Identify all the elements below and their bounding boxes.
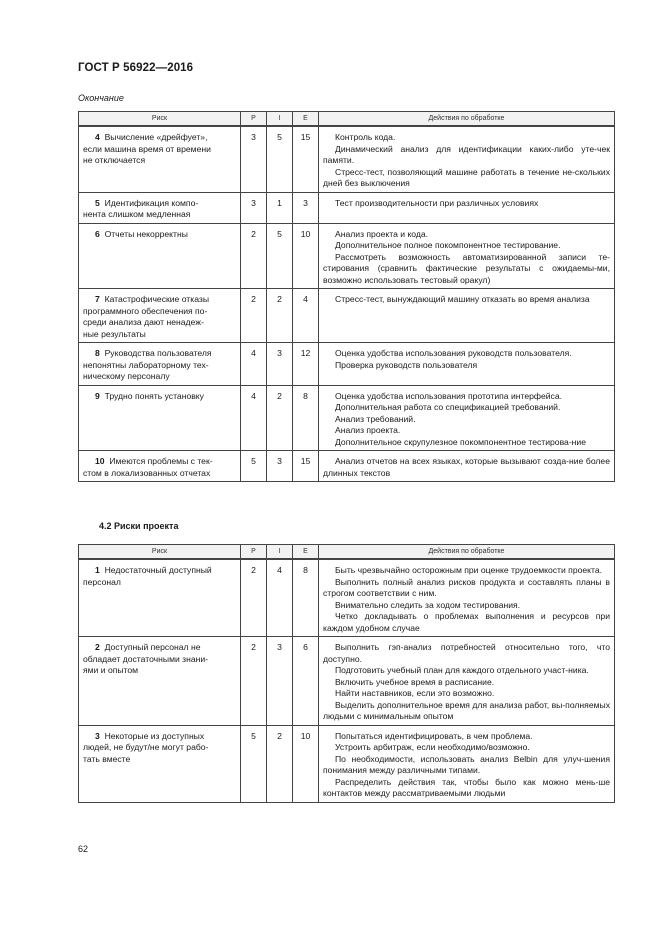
score-p: 3 (241, 126, 267, 192)
risk-description: Некоторые из доступных (104, 730, 205, 741)
table-header-row (79, 112, 615, 127)
action-item: Четко докладывать о проблемах выполнения и ресурсов при каждом удобном случае (323, 611, 610, 633)
risk-description: ные результаты (83, 328, 146, 339)
risk-id: 9 (95, 390, 100, 401)
score-i: 2 (267, 385, 293, 451)
risk-text-line (83, 642, 236, 654)
document-code: ГОСТ Р 56922—2016 (78, 62, 194, 74)
table-header-row (79, 545, 615, 560)
risk-description: Руководства пользователя (104, 348, 212, 358)
action-item: Попытаться идентифицировать, в чем проблема. (335, 730, 533, 741)
risk-description: стом в локализованных отчетах (83, 467, 211, 478)
risk-description: среди анализа дают ненадеж- (83, 317, 204, 327)
score-p: 3 (241, 192, 267, 223)
risk-cell (79, 725, 241, 802)
action-item: Выполнить полный анализ рисков продукта и составлять планы в строгом соответствии с ним. (323, 576, 610, 598)
risk-cell (79, 559, 241, 637)
score-e: 3 (293, 192, 319, 223)
risk-text-line (83, 754, 236, 766)
header-risk: Риск (79, 112, 241, 127)
risk-id: 5 (95, 197, 100, 208)
score-p: 4 (241, 343, 267, 386)
action-item: Устроить арбитраж, если необходимо/возможно. (335, 742, 530, 752)
risk-description: Вычисление «дрейфует», (104, 132, 208, 142)
continuation-label: Окончание (78, 93, 124, 103)
action-item: Анализ проекта. (335, 425, 401, 435)
action-item: Найти наставников, если это возможно. (335, 688, 495, 698)
risk-text-line (83, 209, 236, 221)
action-item: Анализ проекта и кода. (335, 228, 429, 239)
actions-cell (319, 289, 615, 343)
actions-cell (319, 725, 615, 802)
actions-cell (319, 637, 615, 726)
risk-id: 2 (95, 642, 100, 652)
risk-cell (79, 451, 241, 482)
risk-text-line (83, 198, 236, 210)
action-item: Стресс-тест, позволяющий машине работать в течение не-скольких дней без выключения (323, 166, 610, 188)
risk-cell (79, 223, 241, 289)
risk-id: 6 (95, 228, 100, 239)
risk-description: обладает достаточными знани- (83, 653, 209, 664)
table-row (79, 289, 615, 343)
actions-cell (319, 559, 615, 637)
risk-description: людей, не будут/не могут рабо- (83, 742, 209, 752)
table-row (79, 126, 615, 192)
risk-text-line (83, 742, 236, 754)
risk-description: Катастрофические отказы (104, 294, 209, 304)
actions-cell (319, 343, 615, 386)
actions-cell (319, 126, 615, 192)
score-p: 2 (241, 559, 267, 637)
risk-description: ническому персоналу (83, 371, 170, 381)
table-row (79, 343, 615, 386)
risk-id: 3 (95, 730, 100, 741)
action-item: Контроль кода. (335, 132, 396, 142)
score-e: 6 (293, 637, 319, 726)
risk-description: не отключается (83, 155, 146, 165)
action-item: Динамический анализ для идентификации каких-либо уте-чек памяти. (323, 143, 610, 165)
risk-description: Доступный персонал не (104, 642, 201, 652)
risk-cell (79, 126, 241, 192)
risk-description: Идентификация компо- (104, 197, 199, 208)
actions-cell (319, 385, 615, 451)
project-risks-table (78, 544, 615, 803)
score-e: 12 (293, 343, 319, 386)
risk-cell (79, 637, 241, 726)
header-e: E (293, 112, 319, 127)
score-p: 2 (241, 637, 267, 726)
header-p: P (241, 545, 267, 560)
risk-description: программного обеспечения по- (83, 305, 208, 316)
risk-description: непонятны лабораторному тех- (83, 359, 209, 370)
risk-text-line (83, 665, 236, 677)
risk-text-line (83, 577, 236, 589)
score-i: 3 (267, 343, 293, 386)
score-e: 10 (293, 725, 319, 802)
risk-text-line (83, 155, 236, 167)
action-item: Дополнительное скрупулезное покомпонентное тестирова-ние (335, 436, 587, 447)
score-e: 8 (293, 385, 319, 451)
risk-cell (79, 289, 241, 343)
action-item: Проверка руководств пользователя (335, 359, 478, 370)
risk-text-line (83, 229, 236, 241)
risk-id: 7 (95, 294, 100, 304)
action-item: Подготовить учебный план для каждого отдельного участ-ника. (335, 665, 589, 675)
score-e: 15 (293, 126, 319, 192)
risk-text-line (83, 132, 236, 144)
risk-description: Недостаточный доступный (104, 565, 212, 575)
table-row (79, 725, 615, 802)
table-row (79, 223, 615, 289)
score-i: 2 (267, 725, 293, 802)
risk-id: 4 (95, 132, 100, 142)
header-risk: Риск (79, 545, 241, 560)
action-item: Рассмотреть возможность автоматизированной записи те-стирования (сравнить фактические результаты с ожидаемы-ми, возможно использовать тестовый оракул) (323, 251, 610, 285)
score-i: 2 (267, 289, 293, 343)
table-row (79, 637, 615, 726)
risk-description: Трудно понять установку (104, 390, 204, 401)
risk-text-line (83, 294, 236, 306)
action-item: Выделить дополнительное время для анализа работ, вы-полняемых людьми с минимальным опытом (323, 699, 610, 721)
score-i: 5 (267, 223, 293, 289)
risk-text-line (83, 144, 236, 156)
product-risks-table (78, 111, 615, 482)
action-item: Дополнительная работа со спецификацией требований. (335, 402, 561, 412)
risk-text-line (83, 306, 236, 318)
score-p: 2 (241, 289, 267, 343)
action-item: По необходимости, использовать анализ Belbin для улуч-шения понимания между различными типами. (323, 753, 610, 775)
score-i: 3 (267, 451, 293, 482)
action-item: Анализ требований. (335, 413, 416, 424)
action-item: Включить учебное время в расписание. (335, 676, 495, 687)
risk-text-line (83, 329, 236, 341)
risk-description: если машина время от времени (83, 143, 211, 154)
risk-id: 8 (95, 348, 100, 358)
score-p: 2 (241, 223, 267, 289)
risk-text-line (83, 565, 236, 577)
action-item: Оценка удобства использования руководств пользователя. (335, 348, 572, 358)
table-row (79, 559, 615, 637)
risk-cell (79, 343, 241, 386)
table-row (79, 192, 615, 223)
risk-id: 1 (95, 565, 100, 575)
actions-cell (319, 223, 615, 289)
action-item: Стресс-тест, вынуждающий машину отказать во время анализа (335, 294, 590, 304)
action-item: Оценка удобства использования прототипа интерфейса. (335, 390, 563, 401)
risk-description: ями и опытом (83, 665, 139, 675)
risk-text-line (83, 731, 236, 743)
risk-description: Отчеты некорректны (104, 228, 188, 239)
header-actions: Действия по обработке (319, 545, 615, 560)
score-i: 4 (267, 559, 293, 637)
risk-cell (79, 385, 241, 451)
risk-text-line (83, 371, 236, 383)
action-item: Дополнительное полное покомпонентное тестирование. (335, 240, 561, 250)
risk-description: персонал (83, 576, 121, 587)
risk-description: тать вместе (83, 753, 131, 764)
risk-description: нента слишком медленная (83, 209, 191, 219)
risk-text-line (83, 348, 236, 360)
header-i: I (267, 545, 293, 560)
score-p: 4 (241, 385, 267, 451)
action-item: Внимательно следить за ходом тестирования. (335, 599, 521, 610)
score-e: 8 (293, 559, 319, 637)
score-e: 15 (293, 451, 319, 482)
page-number: 62 (78, 844, 89, 854)
risk-description: Имеются проблемы с тек- (109, 456, 213, 466)
table-row (79, 451, 615, 482)
header-e: E (293, 545, 319, 560)
action-item: Быть чрезвычайно осторожным при оценке трудоемкости проекта. (335, 565, 603, 575)
action-item: Выполнить гэп-анализ потребностей относительно того, что доступно. (323, 642, 610, 664)
risk-cell (79, 192, 241, 223)
actions-cell (319, 451, 615, 482)
risk-id: 10 (95, 456, 105, 466)
risk-text-line (83, 456, 236, 468)
action-item: Тест производительности при различных условиях (335, 197, 539, 208)
score-i: 5 (267, 126, 293, 192)
score-i: 1 (267, 192, 293, 223)
section-title: 4.2 Риски проекта (99, 521, 179, 531)
header-actions: Действия по обработке (319, 112, 615, 127)
action-item: Распределить действия так, чтобы было как можно мень-ше контактов между рассматриваемыми людьми (323, 776, 610, 798)
action-item: Анализ отчетов на всех языках, которые вызывают созда-ние более длинных текстов (323, 456, 610, 478)
risk-text-line (83, 468, 236, 480)
header-p: P (241, 112, 267, 127)
risk-text-line (83, 391, 236, 403)
score-p: 5 (241, 451, 267, 482)
risk-text-line (83, 654, 236, 666)
actions-cell (319, 192, 615, 223)
risk-text-line (83, 360, 236, 372)
risk-text-line (83, 317, 236, 329)
header-i: I (267, 112, 293, 127)
score-e: 10 (293, 223, 319, 289)
score-p: 5 (241, 725, 267, 802)
score-e: 4 (293, 289, 319, 343)
score-i: 3 (267, 637, 293, 726)
table-row (79, 385, 615, 451)
